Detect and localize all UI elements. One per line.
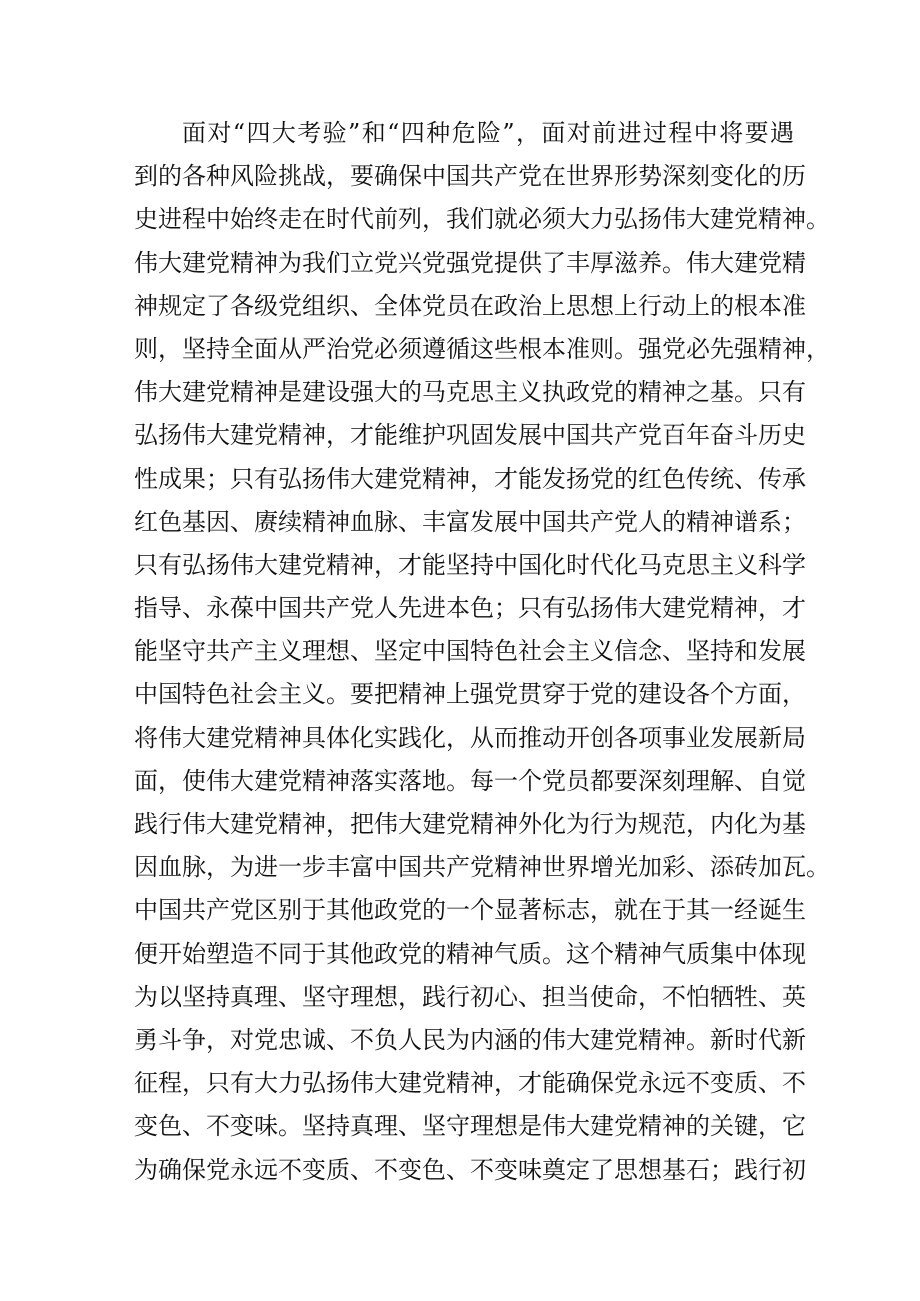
text-line-11: 只有弘扬伟大建党精神，才能坚持中国化时代化马克思主义科学 xyxy=(134,550,806,579)
text-line-13: 能坚守共产主义理想、坚定中国特色社会主义信念、坚持和发展 xyxy=(134,637,806,666)
text-line-18: 因血脉，为进一步丰富中国共产党精神世界增光加彩、添砖加瓦。 xyxy=(134,853,830,882)
text-line-14: 中国特色社会主义。要把精神上强党贯穿于党的建设各个方面， xyxy=(134,680,806,709)
text-line-3: 史进程中始终走在时代前列，我们就必须大力弘扬伟大建党精神。 xyxy=(134,205,830,234)
text-line-8: 弘扬伟大建党精神，才能维护巩固发展中国共产党百年奋斗历史 xyxy=(134,421,806,450)
text-line-1: 面对“四大考验”和“四种危险”，面对前进过程中将要遇 xyxy=(182,119,794,147)
text-line-20: 便开始塑造不同于其他政党的精神气质。这个精神气质集中体现 xyxy=(134,939,806,968)
text-line-2: 到的各种风险挑战，要确保中国共产党在世界形势深刻变化的历 xyxy=(134,162,806,191)
text-line-16: 面，使伟大建党精神落实落地。每一个党员都要深刻理解、自觉 xyxy=(134,766,806,795)
text-line-7: 伟大建党精神是建设强大的马克思主义执政党的精神之基。只有 xyxy=(134,378,806,407)
text-line-10: 红色基因、赓续精神血脉、丰富发展中国共产党人的精神谱系； xyxy=(134,507,806,536)
body-text xyxy=(134,112,830,1192)
text-line-17: 践行伟大建党精神，把伟大建党精神外化为行为规范，内化为基 xyxy=(134,810,806,838)
text-line-21: 为以坚持真理、坚守理想，践行初心、担当使命，不怕牺牲、英 xyxy=(134,982,806,1011)
text-line-15: 将伟大建党精神具体化实践化，从而推动开创各项事业发展新局 xyxy=(134,723,806,752)
text-line-23: 征程，只有大力弘扬伟大建党精神，才能确保党永远不变质、不 xyxy=(134,1069,806,1098)
text-line-9: 性成果；只有弘扬伟大建党精神，才能发扬党的红色传统、传承 xyxy=(134,464,806,493)
text-line-5: 神规定了各级党组织、全体党员在政治上思想上行动上的根本准 xyxy=(134,291,806,320)
text-line-24: 变色、不变味。坚持真理、坚守理想是伟大建党精神的关键，它 xyxy=(134,1112,806,1141)
text-line-12: 指导、永葆中国共产党人先进本色；只有弘扬伟大建党精神，才 xyxy=(134,594,806,623)
text-line-22: 勇斗争，对党忠诚、不负人民为内涵的伟大建党精神。新时代新 xyxy=(134,1025,806,1054)
text-line-6: 则，坚持全面从严治党必须遵循这些根本准则。强党必先强精神， xyxy=(134,334,830,363)
text-line-25: 为确保党永远不变质、不变色、不变味奠定了思想基石；践行初 xyxy=(134,1155,806,1184)
text-line-19: 中国共产党区别于其他政党的一个显著标志，就在于其一经诞生 xyxy=(134,896,806,925)
text-line-4: 伟大建党精神为我们立党兴党强党提供了丰厚滋养。伟大建党精 xyxy=(134,248,806,277)
